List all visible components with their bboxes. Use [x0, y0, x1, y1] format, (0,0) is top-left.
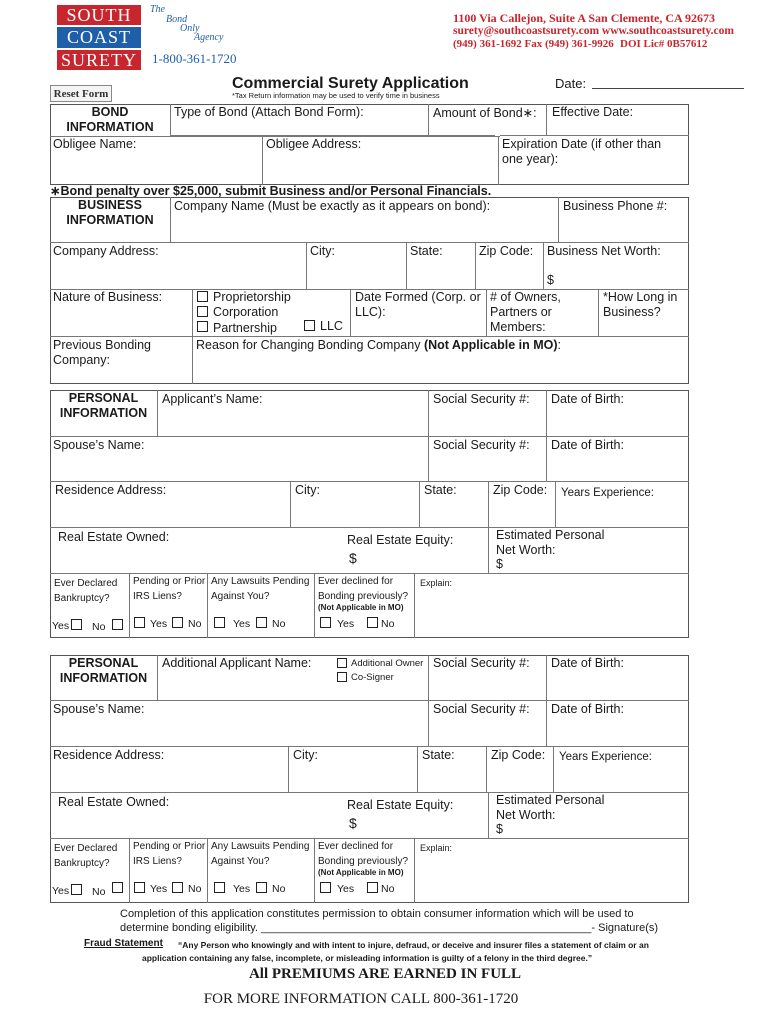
nature-of-business-label: Nature of Business:	[53, 290, 163, 304]
partnership-checkbox[interactable]	[197, 321, 208, 332]
additional-spouse-ssn-field[interactable]: Social Security #:	[433, 702, 530, 716]
date-formed-field[interactable]: Date Formed (Corp. or LLC):	[355, 290, 481, 319]
declined-bonding-mo-note: (Not Applicable in MO)	[318, 603, 404, 612]
bond-section-title: BOND INFORMATION	[66, 105, 154, 134]
premiums-earned-notice: All PREMIUMS ARE EARNED IN FULL	[248, 966, 522, 982]
owners-count-field[interactable]: # of Owners, Partners or Members:	[490, 290, 561, 334]
bond-penalty-note: ∗Bond penalty over $25,000, submit Business and/or Personal Financials.	[50, 184, 492, 198]
fraud-statement-text-1: “Any Person who knowingly and with intent to injure, defraud, or deceive and insurer files a statement of claim or an	[178, 940, 649, 950]
company-license: DOI Lic# 0B57612	[620, 38, 708, 50]
additional-applicant-ssn-field[interactable]: Social Security #:	[433, 656, 530, 670]
company-address-field[interactable]: Company Address:	[53, 244, 159, 258]
bankruptcy-no-checkbox[interactable]	[112, 619, 123, 630]
lawsuits-yes-checkbox[interactable]	[214, 617, 225, 628]
additional-explain-field[interactable]: Explain:	[420, 843, 453, 853]
additional-applicant-name-field[interactable]: Additional Applicant Name:	[162, 656, 312, 670]
additional-applicant-dob-field[interactable]: Date of Birth:	[551, 656, 624, 670]
additional-residence-zip-field[interactable]: Zip Code:	[491, 748, 546, 762]
estimated-net-worth-field[interactable]: Estimated Personal Net Worth:	[496, 528, 605, 557]
additional-lawsuits-yes-label: Yes	[233, 883, 251, 895]
obligee-name-field[interactable]: Obligee Name:	[53, 137, 137, 151]
irs-no-checkbox[interactable]	[172, 617, 183, 628]
company-name-field[interactable]: Company Name (Must be exactly as it appears on bond):	[174, 199, 491, 213]
proprietorship-checkbox[interactable]	[197, 291, 208, 302]
additional-estimated-net-worth-dollar: $	[496, 822, 503, 836]
additional-irs-no-checkbox[interactable]	[172, 882, 183, 893]
residence-address-field[interactable]: Residence Address:	[55, 483, 167, 497]
logo-tagline-bond: Bond	[166, 14, 188, 25]
additional-declined-no-label: No	[381, 883, 395, 895]
spouse-dob-field[interactable]: Date of Birth:	[551, 438, 624, 452]
lawsuits-no-checkbox[interactable]	[256, 617, 267, 628]
irs-no-label: No	[188, 618, 202, 630]
lawsuits-question: Any Lawsuits Pending Against You?	[211, 576, 310, 602]
residence-zip-field[interactable]: Zip Code:	[493, 483, 548, 497]
additional-residence-city-field[interactable]: City:	[293, 748, 318, 762]
more-info-call: FOR MORE INFORMATION CALL 800-361-1720	[203, 991, 519, 1007]
additional-bankruptcy-yes-checkbox[interactable]	[71, 884, 82, 895]
additional-bankruptcy-yes-label: Yes	[52, 885, 70, 897]
additional-residence-address-field[interactable]: Residence Address:	[53, 748, 165, 762]
logo-coast: COAST	[57, 27, 141, 48]
company-address: 1100 Via Callejon, Suite A San Clemente, CA 92673	[453, 11, 716, 25]
corporation-label: Corporation	[213, 305, 279, 319]
residence-city-field[interactable]: City:	[295, 483, 320, 497]
business-state-field[interactable]: State:	[410, 244, 443, 258]
additional-declined-yes-label: Yes	[337, 883, 355, 895]
additional-bankruptcy-no-label: No	[92, 886, 106, 898]
applicant-name-field[interactable]: Applicant’s Name:	[162, 392, 263, 406]
company-contact: surety@southcoastsurety.com www.southcoastsurety.com	[453, 25, 734, 37]
business-city-field[interactable]: City:	[310, 244, 335, 258]
spouse-ssn-field[interactable]: Social Security #:	[433, 438, 530, 452]
logo-surety: SURETY	[57, 50, 141, 70]
business-phone-field[interactable]: Business Phone #:	[563, 199, 668, 213]
bankruptcy-yes-label: Yes	[52, 620, 70, 632]
additional-years-experience-field[interactable]: Years Experience:	[559, 751, 652, 763]
logo-south: SOUTH	[57, 5, 141, 25]
explain-field[interactable]: Explain:	[420, 578, 453, 588]
effective-date-field[interactable]: Effective Date:	[552, 105, 634, 119]
additional-real-estate-equity-field[interactable]: Real Estate Equity:	[347, 798, 454, 812]
lawsuits-no-label: No	[272, 618, 286, 630]
previous-bonding-company-field[interactable]: Previous Bonding Company:	[53, 338, 151, 367]
additional-owner-label: Additional Owner	[351, 658, 424, 669]
additional-irs-yes-label: Yes	[150, 883, 168, 895]
reset-form-button[interactable]: Reset Form	[50, 85, 112, 102]
bankruptcy-yes-checkbox[interactable]	[71, 619, 82, 630]
real-estate-equity-field[interactable]: Real Estate Equity:	[347, 533, 454, 547]
partnership-label: Partnership	[213, 321, 277, 335]
additional-lawsuits-yes-checkbox[interactable]	[214, 882, 225, 893]
additional-irs-liens-question: Pending or Prior IRS Liens?	[133, 841, 206, 867]
additional-declined-bonding-question: Ever declined for Bonding previously?	[318, 841, 409, 867]
additional-bankruptcy-no-checkbox[interactable]	[112, 882, 123, 893]
business-net-worth-dollar: $	[547, 273, 554, 287]
additional-lawsuits-no-label: No	[272, 883, 286, 895]
additional-lawsuits-question: Any Lawsuits Pending Against You?	[211, 841, 310, 867]
llc-checkbox[interactable]	[304, 320, 315, 331]
bond-type-field[interactable]: Type of Bond (Attach Bond Form):	[174, 105, 364, 119]
declined-bonding-question: Ever declined for Bonding previously?	[318, 576, 409, 602]
declined-yes-checkbox[interactable]	[320, 617, 331, 628]
additional-real-estate-equity-dollar: $	[349, 815, 357, 831]
logo-tagline-agency: Agency	[194, 32, 224, 43]
declined-yes-label: Yes	[337, 618, 355, 630]
fraud-statement-label: Fraud Statement	[84, 938, 163, 949]
applicant-ssn-field[interactable]: Social Security #:	[433, 392, 530, 406]
corporation-checkbox[interactable]	[197, 306, 208, 317]
additional-estimated-net-worth-field[interactable]: Estimated Personal Net Worth:	[496, 793, 605, 822]
personal-1-section-title: PERSONAL INFORMATION	[59, 391, 148, 420]
spouse-name-field[interactable]: Spouse’s Name:	[53, 438, 145, 452]
additional-owner-checkbox[interactable]	[337, 658, 347, 668]
how-long-in-business-field[interactable]: *How Long in Business?	[603, 290, 678, 319]
years-experience-field[interactable]: Years Experience:	[561, 487, 654, 499]
cosigner-label: Co-Signer	[351, 672, 394, 683]
additional-irs-no-label: No	[188, 883, 202, 895]
declined-no-label: No	[381, 618, 395, 630]
additional-declined-yes-checkbox[interactable]	[320, 882, 331, 893]
additional-irs-yes-checkbox[interactable]	[134, 882, 145, 893]
llc-label: LLC	[320, 319, 343, 333]
additional-real-estate-owned-field[interactable]: Real Estate Owned:	[58, 795, 170, 809]
declined-no-checkbox[interactable]	[367, 617, 378, 628]
business-net-worth-field[interactable]: Business Net Worth:	[547, 244, 661, 258]
logo-phone: 1-800-361-1720	[152, 51, 237, 66]
obligee-address-field[interactable]: Obligee Address:	[266, 137, 362, 151]
additional-residence-state-field[interactable]: State:	[422, 748, 455, 762]
form-title: Commercial Surety Application	[232, 75, 469, 92]
additional-lawsuits-no-checkbox[interactable]	[256, 882, 267, 893]
additional-declined-no-checkbox[interactable]	[367, 882, 378, 893]
logo-tagline-the: The	[150, 4, 165, 15]
additional-declined-bonding-mo-note: (Not Applicable in MO)	[318, 868, 404, 877]
bankruptcy-no-label: No	[92, 621, 106, 633]
date-label: Date:	[555, 76, 587, 91]
additional-spouse-dob-field[interactable]: Date of Birth:	[551, 702, 624, 716]
residence-state-field[interactable]: State:	[424, 483, 457, 497]
irs-liens-question: Pending or Prior IRS Liens?	[133, 576, 206, 602]
real-estate-equity-dollar: $	[349, 550, 357, 566]
date-input-line[interactable]	[592, 88, 744, 89]
bond-amount-field[interactable]: Amount of Bond∗:	[433, 106, 537, 120]
proprietorship-label: Proprietorship	[213, 290, 291, 304]
form-subtitle: *Tax Return information may be used to verify time in business	[232, 91, 440, 100]
consent-signature-line[interactable]: determine bonding eligibility. ______________________________________________________- Signature(s)	[120, 922, 659, 934]
reason-changing-bonding-field[interactable]: Reason for Changing Bonding Company (Not Applicable in MO):	[196, 338, 561, 352]
additional-spouse-name-field[interactable]: Spouse’s Name:	[53, 702, 145, 716]
irs-yes-checkbox[interactable]	[134, 617, 145, 628]
applicant-dob-field[interactable]: Date of Birth:	[551, 392, 624, 406]
business-section-title: BUSINESS INFORMATION	[66, 198, 154, 227]
real-estate-owned-field[interactable]: Real Estate Owned:	[58, 530, 170, 544]
business-zip-field[interactable]: Zip Code:	[479, 244, 534, 258]
additional-bankruptcy-question: Ever Declared Bankruptcy?	[54, 843, 118, 869]
company-phones: (949) 361-1692 Fax (949) 361-9926	[453, 38, 614, 50]
logo-tagline-only: Only	[180, 23, 200, 34]
cosigner-checkbox[interactable]	[337, 672, 347, 682]
personal-2-section-title: PERSONAL INFORMATION	[59, 656, 148, 685]
irs-yes-label: Yes	[150, 618, 168, 630]
consent-text-1: Completion of this application constitutes permission to obtain consumer information which will be used to	[120, 908, 634, 920]
fraud-statement-text-2: application containing any false, incomplete, or misleading information is guilty of a felony in the third degree.”	[142, 953, 593, 963]
expiration-date-field[interactable]: Expiration Date (if other than one year):	[502, 137, 662, 166]
bankruptcy-question: Ever Declared Bankruptcy?	[54, 578, 118, 604]
estimated-net-worth-dollar: $	[496, 557, 503, 571]
lawsuits-yes-label: Yes	[233, 618, 251, 630]
